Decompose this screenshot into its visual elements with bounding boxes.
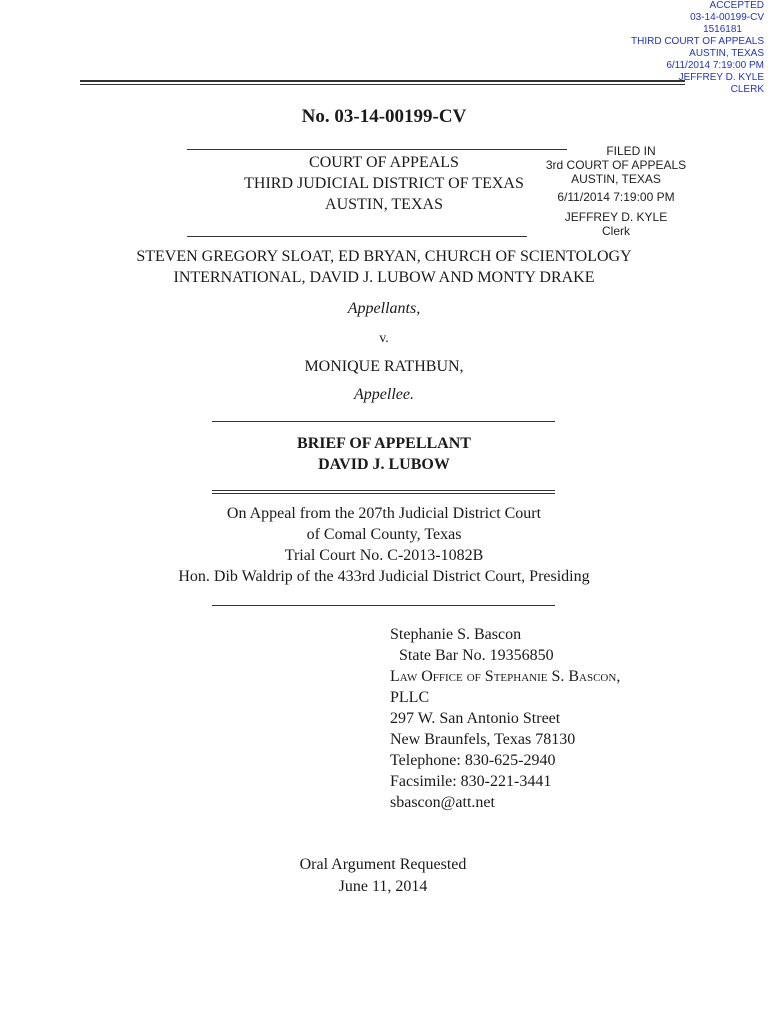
appeal-rule — [212, 605, 555, 606]
counsel-email: sbascon@att.net — [390, 794, 495, 811]
appellants-line2: INTERNATIONAL, DAVID J. LUBOW AND MONTY DRAKE — [173, 269, 595, 286]
appeal-info — [0, 503, 768, 587]
stamp-line: THIRD COURT OF APPEALS — [631, 36, 764, 47]
filed-line: 6/11/2014 7:19:00 PM — [557, 190, 675, 204]
oral-argument-label: Oral Argument Requested — [299, 856, 467, 873]
counsel-bar: State Bar No. 19356850 — [399, 647, 554, 664]
stamp-line: 1516181 — [703, 24, 742, 35]
brief-title — [0, 433, 768, 475]
court-name: COURT OF APPEALS — [309, 154, 459, 171]
filed-line: Clerk — [601, 224, 630, 238]
court-rule-top — [187, 149, 567, 150]
appellants-block — [40, 246, 728, 288]
appeal-line3: Trial Court No. C-2013-1082B — [284, 547, 484, 564]
counsel-street: 297 W. San Antonio Street — [390, 710, 561, 727]
counsel-block — [390, 624, 750, 813]
versus: v. — [379, 331, 389, 346]
counsel-firm-suffix: PLLC — [390, 689, 430, 706]
counsel-telephone: Telephone: 830-625-2940 — [390, 752, 556, 769]
brief-rule-top — [212, 421, 555, 422]
appellants-role: Appellants, — [347, 300, 421, 317]
counsel-firm: Law Office of Stephanie S. Bascon, — [390, 668, 621, 685]
brief-rule-bottom — [212, 490, 555, 491]
stamp-line: 03-14-00199-CV — [690, 12, 764, 23]
docket-number: No. 03-14-00199-CV — [301, 106, 467, 127]
appellee-name: MONIQUE RATHBUN, — [304, 358, 464, 375]
court-district: THIRD JUDICIAL DISTRICT OF TEXAS — [244, 175, 524, 192]
counsel-name: Stephanie S. Bascon — [390, 626, 522, 643]
stamp-line: ACCEPTED — [709, 0, 764, 11]
filing-date: June 11, 2014 — [338, 878, 428, 895]
court-block — [205, 152, 563, 215]
court-location: AUSTIN, TEXAS — [325, 196, 443, 213]
counsel-facsimile: Facsimile: 830-221-3441 — [390, 773, 552, 790]
stamp-line: AUSTIN, TEXAS — [689, 48, 764, 59]
stamp-line: JEFFREY D. KYLE — [678, 72, 764, 83]
filed-line: FILED IN — [606, 144, 656, 158]
brief-title-line2: DAVID J. LUBOW — [318, 456, 450, 473]
appeal-line2: of Comal County, Texas — [306, 526, 462, 543]
filed-line: AUSTIN, TEXAS — [571, 172, 661, 186]
filed-line: 3rd COURT OF APPEALS — [545, 158, 687, 172]
header-rule-thin — [80, 84, 685, 85]
stamp-line: 6/11/2014 7:19:00 PM — [666, 60, 764, 71]
stamp-line: CLERK — [730, 84, 764, 95]
brief-rule-bottom-thin — [212, 493, 555, 494]
brief-title-line1: BRIEF OF APPELLANT — [297, 435, 471, 452]
header-rule — [80, 80, 685, 82]
filed-line: JEFFREY D. KYLE — [564, 210, 668, 224]
appellee-role: Appellee. — [354, 386, 414, 403]
court-rule-bottom — [187, 236, 527, 237]
appeal-line4: Hon. Dib Waldrip of the 433rd Judicial District Court, Presiding — [178, 568, 590, 585]
appellants-line1: STEVEN GREGORY SLOAT, ED BRYAN, CHURCH OF SCIENTOLOGY — [136, 248, 632, 265]
oral-argument — [283, 854, 483, 898]
counsel-city: New Braunfels, Texas 78130 — [390, 731, 576, 748]
filed-stamp — [532, 144, 700, 238]
appeal-line1: On Appeal from the 207th Judicial District Court — [226, 505, 542, 522]
